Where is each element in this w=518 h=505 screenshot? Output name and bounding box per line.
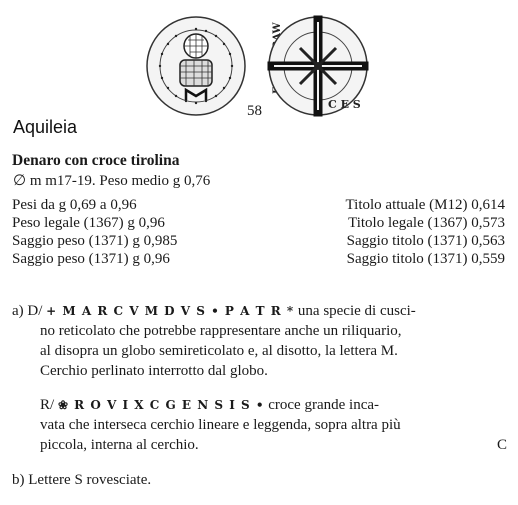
reverse-text-line: piccola, interna al cerchio. [40,437,199,453]
description-obverse [12,301,507,381]
title-row: Saggio titolo (1371) 0,563 [346,233,505,249]
reverse-legend: C E S [328,98,361,111]
weight-row: Saggio peso (1371) g 0,96 [12,251,170,267]
reverse-text-line: vata che interseca cerchio lineare e leggenda, sopra altra più [40,417,401,433]
obverse-text-line: no reticolato che potrebbe rappresentare anche un riliquario, [40,323,402,339]
obverse-text-line: una specie di cusci- [297,303,416,319]
coin-obverse-image [144,14,248,118]
obverse-text-line: Cerchio perlinato interrotto dal globo. [40,363,268,379]
titles-column [346,196,505,268]
coin-reverse-image [266,14,370,118]
coin-title: Denaro con croce tirolina [12,152,180,169]
rarity-mark: C [496,437,507,453]
weights-column [12,196,177,268]
coin-subtitle: ∅ m m17-19. Peso medio g 0,76 [13,173,211,189]
obverse-label: a) D/ [12,303,43,319]
variant-b: b) Lettere S rovesciate. [12,472,152,488]
reverse-text-line: croce grande inca- [268,397,380,413]
obverse-text-line: al disopra un globo semireticolato e, al disotto, la lettera M. [40,343,398,359]
place-name: Aquileia [13,117,78,137]
title-row: Saggio titolo (1371) 0,559 [346,251,505,267]
reverse-legend-text: ❀ R O V I X C G E N S I S • [57,398,265,412]
figure-number: 58 [247,103,262,119]
reverse-label: R/ [40,397,55,413]
weight-row: Saggio peso (1371) g 0,985 [12,233,178,249]
weight-row: Peso legale (1367) g 0,96 [12,215,165,231]
weight-row: Pesi da g 0,69 a 0,96 [12,197,137,213]
title-row: Titolo legale (1367) 0,573 [348,215,505,231]
title-row: Titolo attuale (M12) 0,614 [345,197,505,213]
description-reverse [40,395,507,455]
obverse-legend-text: + M A R C V M D V S • P A T R * [46,304,295,318]
